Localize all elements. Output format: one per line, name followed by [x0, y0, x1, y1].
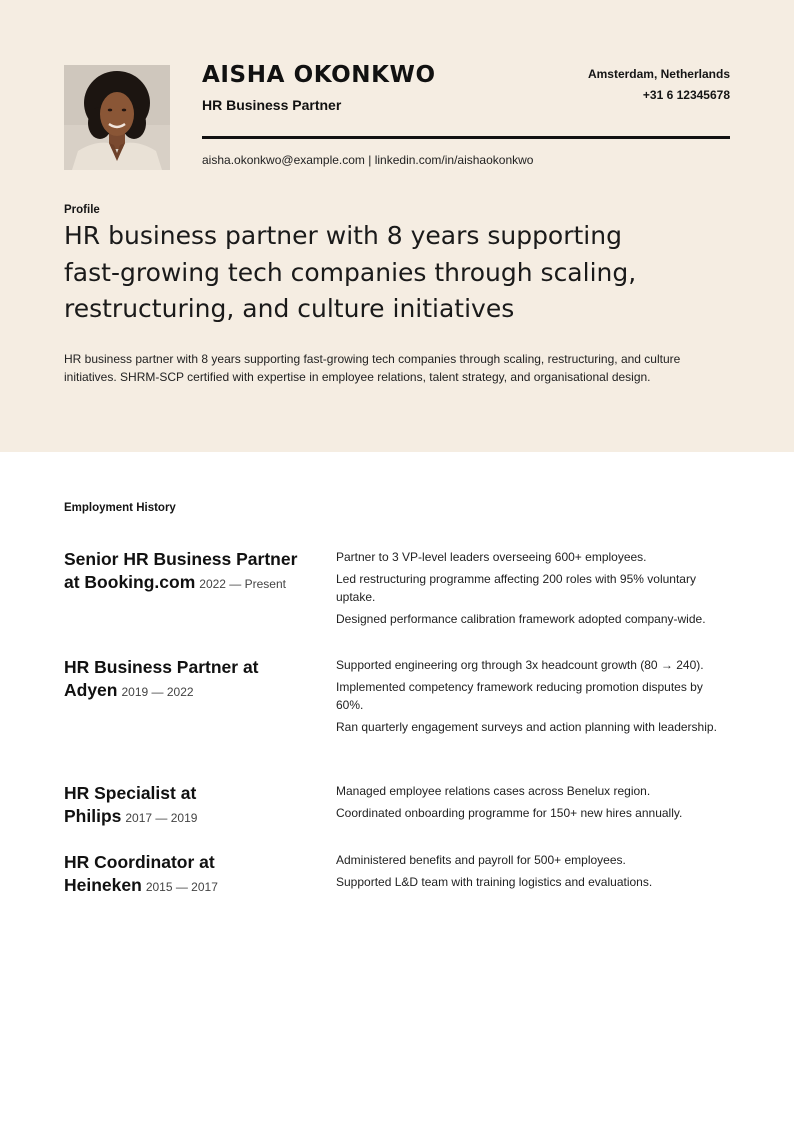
candidate-name: AISHA OKONKWO [202, 62, 436, 88]
job-bullet: Implemented competency framework reducing promotion disputes by 60%. [336, 680, 703, 712]
location: Amsterdam, Netherlands [587, 67, 730, 81]
job-bullet: Coordinated onboarding programme for 150+ new hires annually. [336, 806, 683, 820]
job-bullets [336, 782, 730, 826]
job-bullet: Designed performance calibration framework adopted company-wide. [336, 612, 706, 626]
phone-number: +31 6 12345678 [642, 88, 730, 102]
job-bullet: Partner to 3 VP-level leaders overseeing 600+ employees. [336, 550, 647, 564]
job-title-block [64, 548, 314, 596]
job-title-block [64, 782, 244, 830]
job-title: HR Coordinator at Heineken [64, 852, 215, 895]
job-bullets [336, 851, 730, 895]
job-bullet: Led restructuring programme affecting 200 roles with 95% voluntary uptake. [336, 572, 696, 604]
job-title-block [64, 851, 244, 899]
header-divider [202, 136, 730, 139]
job-bullets [336, 656, 730, 740]
location-block [588, 64, 730, 106]
profile-summary: HR business partner with 8 years supporting fast-growing tech companies through scaling, restructuring, and culture initiatives. SHRM-SCP certified with expertise in employee relations, talent strategy, and organisational design. [64, 352, 681, 384]
header-section [0, 0, 794, 452]
portrait-image [64, 65, 170, 170]
profile-photo [64, 65, 170, 170]
job-dates: 2022 — Present [199, 577, 286, 591]
job-title-block [64, 656, 314, 704]
candidate-role: HR Business Partner [202, 97, 342, 113]
profile-heading: Profile [64, 204, 100, 216]
job-dates: 2017 — 2019 [125, 811, 198, 825]
job-title: Senior HR Business Partner at Booking.com [64, 549, 298, 592]
job-bullet: Managed employee relations cases across Benelux region. [336, 784, 651, 798]
job-bullet: Supported L&D team with training logistics and evaluations. [336, 875, 653, 889]
job-bullet: Ran quarterly engagement surveys and action planning with leadership. [336, 720, 717, 734]
job-bullet: Supported engineering org through 3x headcount growth (80 → 240). [336, 658, 704, 672]
job-dates: 2015 — 2017 [145, 880, 218, 894]
contact-links: aisha.okonkwo@example.com | linkedin.com/in/aishaokonkwo [202, 153, 534, 167]
job-bullet: Administered benefits and payroll for 500+ employees. [336, 853, 626, 867]
job-dates: 2019 — 2022 [121, 685, 194, 699]
job-bullets [336, 548, 730, 632]
profile-headline: HR business partner with 8 years supporting fast-growing tech companies through scaling, restructuring, and culture initiatives [64, 221, 637, 323]
job-title: HR Business Partner at Adyen [64, 657, 259, 700]
job-title: HR Specialist at Philips [64, 783, 197, 826]
employment-heading: Employment History [64, 502, 176, 514]
